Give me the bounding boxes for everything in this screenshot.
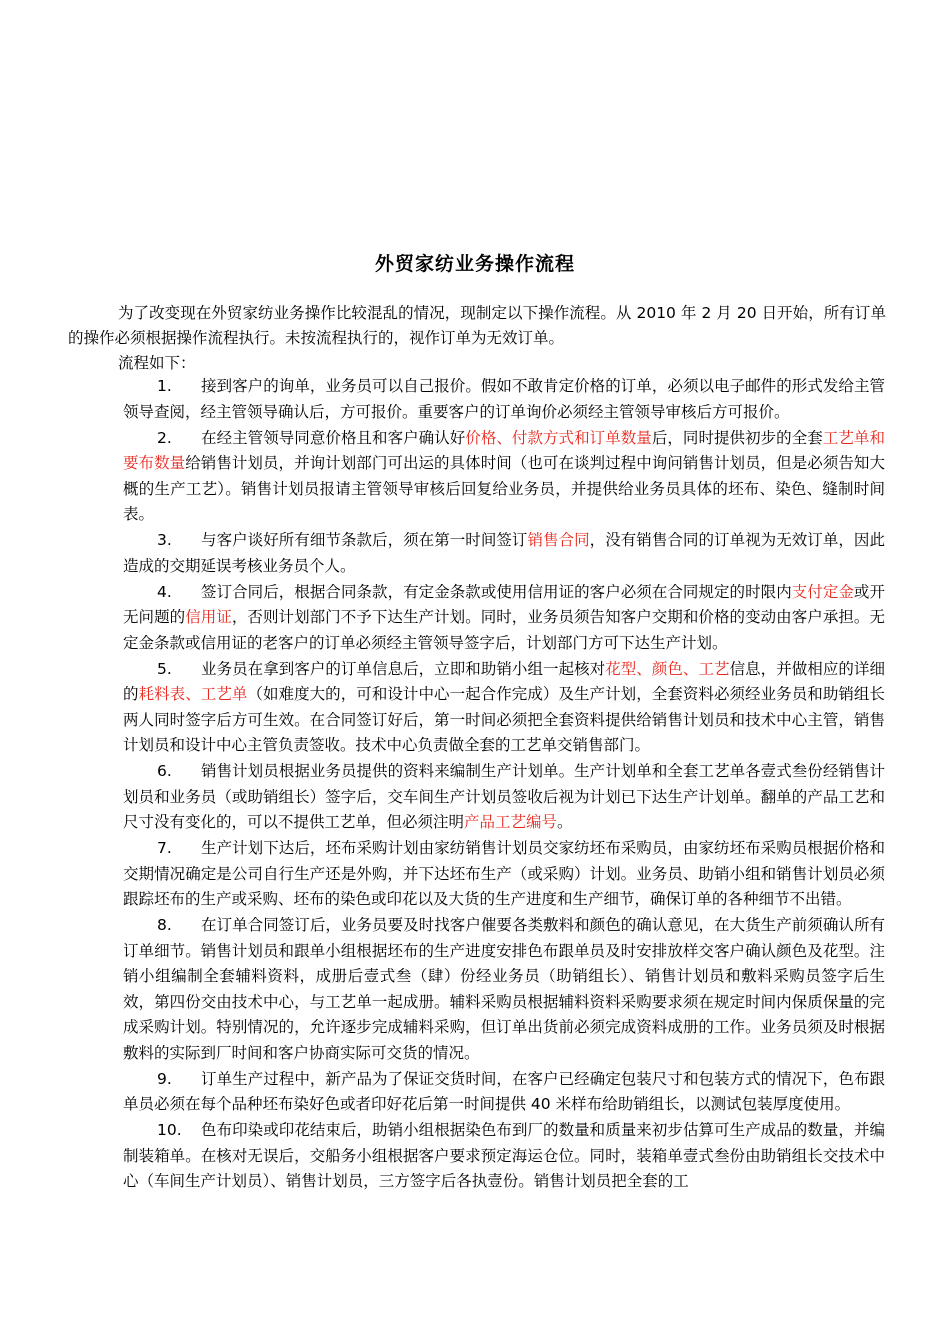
item-number: 7. xyxy=(157,839,172,857)
process-item xyxy=(123,528,885,579)
item-text: ，否则计划部门不予下达生产计划。同时，业务员须告知客户交期和价格的变动由客户承担。无定金条款或信用证的老客户的订单必须经主管领导签字后，计划部门方可下达生产计划。 xyxy=(123,608,885,652)
process-item xyxy=(123,759,885,836)
highlighted-term: 花型、颜色、工艺 xyxy=(605,659,730,678)
item-text: 接到客户的询单，业务员可以自己报价。假如不敢肯定价格的订单，必须以电子邮件的形式发给主管领导查阅，经主管领导确认后，方可报价。重要客户的订单询价必须经主管领导审核后方可报价。 xyxy=(123,377,885,421)
item-text: 签订合同后，根据合同条款，有定金条款或使用信用证的客户必须在合同规定的时限内 xyxy=(201,582,792,601)
highlighted-term: 信用证 xyxy=(185,608,232,626)
item-text: 业务员在拿到客户的订单信息后，立即和助销小组一起核对 xyxy=(201,659,606,678)
item-text: 或开无问题的 xyxy=(123,582,885,626)
item-text: 销售计划员根据业务员提供的资料来编制生产计划单。生产计划单和全套工艺单各壹式叁份经销售计划员和业务员（或助销组长）签字后，交车间生产计划员签收后视为计划已下达生产计划单。翻单的产品工艺和尺寸没有变化的，可以不提供工艺单，但必须注明 xyxy=(123,762,885,831)
item-text: 订单生产过程中，新产品为了保证交货时间，在客户已经确定包装尺寸和包装方式的情况下，色布跟单员必须在每个品种坯布染好色或者印好花后第一时间提供 40 米样布给助销组长，以测试包装厚度使用。 xyxy=(123,1069,885,1113)
item-text: 色布印染或印花结束后，助销小组根据染色布到厂的数量和质量来初步估算可生产成品的数量，并编制装箱单。在核对无误后，交船务小组根据客户要求预定海运仓位。同时，装箱单壹式叁份由助销组长交技术中心（车间生产计划员）、销售计划员，三方签字后各执壹份。销售计划员把全套的工 xyxy=(123,1121,885,1190)
item-number: 4. xyxy=(157,582,172,601)
process-item xyxy=(123,374,885,425)
item-number: 5. xyxy=(157,659,172,678)
item-text: 后，同时提供初步的全套 xyxy=(651,428,823,447)
item-text: （如难度大的，可和设计中心一起合作完成）及生产计划，全套资料必须经业务员和助销组长两人同时签字后方可生效。在合同签订好后，第一时间必须把全套资料提供给销售计划员和技术中心主管，销售计划员和设计中心主管负责签收。技术中心负责做全套的工艺单交销售部门。 xyxy=(123,685,885,754)
item-number: 3. xyxy=(157,531,172,549)
process-item xyxy=(123,836,885,913)
item-text: 在经主管领导同意价格且和客户确认好 xyxy=(201,428,466,447)
process-item xyxy=(123,1067,885,1118)
process-lead: 流程如下： xyxy=(118,354,196,372)
process-item xyxy=(123,580,885,657)
process-list xyxy=(123,374,885,1195)
item-text: 信息，并做相应的详细的 xyxy=(123,659,885,703)
item-number: 1. xyxy=(157,377,172,395)
item-text: 。 xyxy=(557,813,573,831)
process-item xyxy=(123,426,885,528)
process-item xyxy=(123,657,885,759)
item-number: 8. xyxy=(157,916,172,934)
process-item xyxy=(123,913,885,1066)
highlighted-term: 工艺单和要布数量 xyxy=(123,428,885,472)
intro-paragraph: 为了改变现在外贸家纺业务操作比较混乱的情况，现制定以下操作流程。从 2010 年 2 月 20 日开始，所有订单的操作必须根据操作流程执行。未按流程执行的，视作订单为无效订单。 xyxy=(68,304,886,347)
item-text: 给销售计划员，并询计划部门可出运的具体时间（也可在谈判过程中询问销售计划员，但是必须告知大概的生产工艺）。销售计划员报请主管领导审核后回复给业务员，并提供给业务员具体的坯布、染色、缝制时间表。 xyxy=(123,454,885,523)
item-number: 9. xyxy=(157,1069,172,1088)
item-text: ，没有销售合同的订单视为无效订单，因此造成的交期延误考核业务员个人。 xyxy=(123,531,885,575)
item-text: 生产计划下达后，坯布采购计划由家纺销售计划员交家纺坯布采购员，由家纺坯布采购员根据价格和交期情况确定是公司自行生产还是外购，并下达坯布生产（或采购）计划。业务员、助销小组和销售计划员必须跟踪坯布的生产或采购、坯布的染色或印花以及大货的生产进度和生产细节，确保订单的各种细节不出错。 xyxy=(123,839,885,908)
process-item xyxy=(123,1118,885,1195)
highlighted-term: 支付定金 xyxy=(791,582,854,601)
highlighted-term: 产品工艺编号 xyxy=(464,813,558,831)
highlighted-term: 价格、付款方式和订单数量 xyxy=(465,428,652,447)
item-text: 与客户谈好所有细节条款后，须在第一时间签订 xyxy=(201,531,528,549)
item-number: 2. xyxy=(157,428,172,447)
item-text: 在订单合同签订后，业务员要及时找客户催要各类敷料和颜色的确认意见，在大货生产前须确认所有订单细节。销售计划员和跟单小组根据坯布的生产进度安排色布跟单员及时安排放样交客户确认颜色及花型。注销小组编制全套辅料资料，成册后壹式叁（肆）份经业务员（助销组长）、销售计划员和敷料采购员签字后生效，第四份交由技术中心，与工艺单一起成册。辅料采购员根据辅料资料采购要求须在规定时间内保质保量的完成采购计划。特别情况的，允许逐步完成辅料采购，但订单出货前必须完成资料成册的工作。业务员须及时根据敷料的实际到厂时间和客户协商实际可交货的情况。 xyxy=(123,916,885,1062)
item-number: 10. xyxy=(157,1121,182,1139)
highlighted-term: 销售合同 xyxy=(527,531,590,549)
document-title: 外贸家纺业务操作流程 xyxy=(374,253,575,275)
item-number: 6. xyxy=(157,762,172,780)
highlighted-term: 耗料表、工艺单 xyxy=(138,685,248,703)
